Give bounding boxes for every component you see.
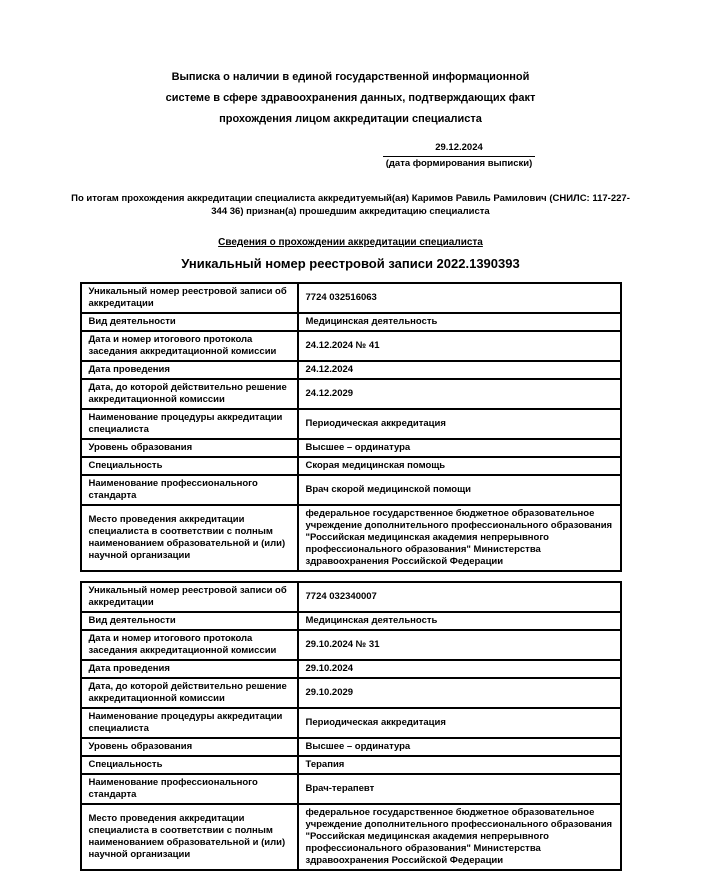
field-label: Дата, до которой действительно решение аккредитационной комиссии (81, 678, 298, 708)
table-row (81, 439, 621, 457)
field-label: Специальность (81, 457, 298, 475)
table-row (81, 283, 621, 313)
field-value: 24.12.2024 № 41 (298, 331, 621, 361)
document-title (0, 0, 701, 130)
extract-date: 29.12.2024 (383, 142, 535, 157)
section-heading: Сведения о прохождении аккредитации специалиста (218, 237, 483, 248)
table-row (81, 612, 621, 630)
table-row (81, 582, 621, 612)
table-body (81, 582, 621, 870)
field-value: 29.10.2029 (298, 678, 621, 708)
text-line: По итогам прохождения аккредитации специалиста аккредитуемый(ая) Каримов Равиль Рамилович (СНИЛС: 117-227- (71, 193, 630, 204)
field-value: 29.10.2024 № 31 (298, 630, 621, 660)
field-label: Место проведения аккредитации специалиста в соответствии с полным наименованием образовательной и (или) научной организации (81, 505, 298, 571)
table-row (81, 457, 621, 475)
field-label: Наименование процедуры аккредитации специалиста (81, 409, 298, 439)
table-row (81, 756, 621, 774)
field-label: Дата проведения (81, 361, 298, 379)
text-line: Выписка о наличии в единой государственной информационной (171, 71, 530, 83)
field-value: федеральное государственное бюджетное образовательное учреждение дополнительного профессионального образования "Российская медицинская академия непрерывного профессионального образования" Министерства здравоохранения Российской Федерации (298, 505, 621, 571)
table-row (81, 505, 621, 571)
intro-paragraph (0, 192, 701, 218)
field-label: Дата, до которой действительно решение аккредитационной комиссии (81, 379, 298, 409)
table-row (81, 678, 621, 708)
field-value: Скорая медицинская помощь (298, 457, 621, 475)
field-value: Врач скорой медицинской помощи (298, 475, 621, 505)
table-row (81, 630, 621, 660)
table-row (81, 708, 621, 738)
field-value: Медицинская деятельность (298, 313, 621, 331)
field-value: 7724 032340007 (298, 582, 621, 612)
field-label: Специальность (81, 756, 298, 774)
field-label: Наименование профессионального стандарта (81, 774, 298, 804)
extract-date-caption: (дата формирования выписки) (385, 158, 533, 169)
field-value: Терапия (298, 756, 621, 774)
field-value: Периодическая аккредитация (298, 409, 621, 439)
text-line: 344 36) признан(а) прошедшим аккредитацию специалиста (211, 206, 490, 217)
table-row (81, 475, 621, 505)
field-label: Дата и номер итогового протокола заседания аккредитационной комиссии (81, 331, 298, 361)
field-label: Уровень образования (81, 439, 298, 457)
table-row (81, 361, 621, 379)
field-label: Наименование процедуры аккредитации специалиста (81, 708, 298, 738)
accreditation-table-2 (80, 581, 622, 871)
field-label: Место проведения аккредитации специалиста в соответствии с полным наименованием образовательной и (или) научной организации (81, 804, 298, 870)
field-label: Вид деятельности (81, 313, 298, 331)
field-value: 29.10.2024 (298, 660, 621, 678)
field-value: 24.12.2029 (298, 379, 621, 409)
registry-number-heading: Уникальный номер реестровой записи 2022.1390393 (181, 256, 520, 271)
field-label: Вид деятельности (81, 612, 298, 630)
field-label: Уровень образования (81, 738, 298, 756)
field-label: Наименование профессионального стандарта (81, 475, 298, 505)
field-label: Дата и номер итогового протокола заседания аккредитационной комиссии (81, 630, 298, 660)
field-value: 7724 032516063 (298, 283, 621, 313)
field-value: Высшее – ординатура (298, 439, 621, 457)
text-line: прохождения лицом аккредитации специалиста (219, 113, 482, 125)
field-value: 24.12.2024 (298, 361, 621, 379)
accreditation-table-1 (80, 282, 622, 572)
field-value: Медицинская деятельность (298, 612, 621, 630)
table-row (81, 774, 621, 804)
table-row (81, 738, 621, 756)
table-row (81, 409, 621, 439)
field-label: Уникальный номер реестровой записи об аккредитации (81, 582, 298, 612)
table-row (81, 660, 621, 678)
field-label: Дата проведения (81, 660, 298, 678)
text-line: системе в сфере здравоохранения данных, подтверждающих факт (165, 92, 536, 104)
field-label: Уникальный номер реестровой записи об аккредитации (81, 283, 298, 313)
extract-date-block (383, 142, 535, 170)
table-row (81, 379, 621, 409)
table-body (81, 283, 621, 571)
table-row (81, 804, 621, 870)
field-value: Врач-терапевт (298, 774, 621, 804)
field-value: Высшее – ординатура (298, 738, 621, 756)
table-row (81, 331, 621, 361)
field-value: федеральное государственное бюджетное образовательное учреждение дополнительного профессионального образования "Российская медицинская академия непрерывного профессионального образования" Министерства здравоохранения Российской Федерации (298, 804, 621, 870)
table-row (81, 313, 621, 331)
field-value: Периодическая аккредитация (298, 708, 621, 738)
